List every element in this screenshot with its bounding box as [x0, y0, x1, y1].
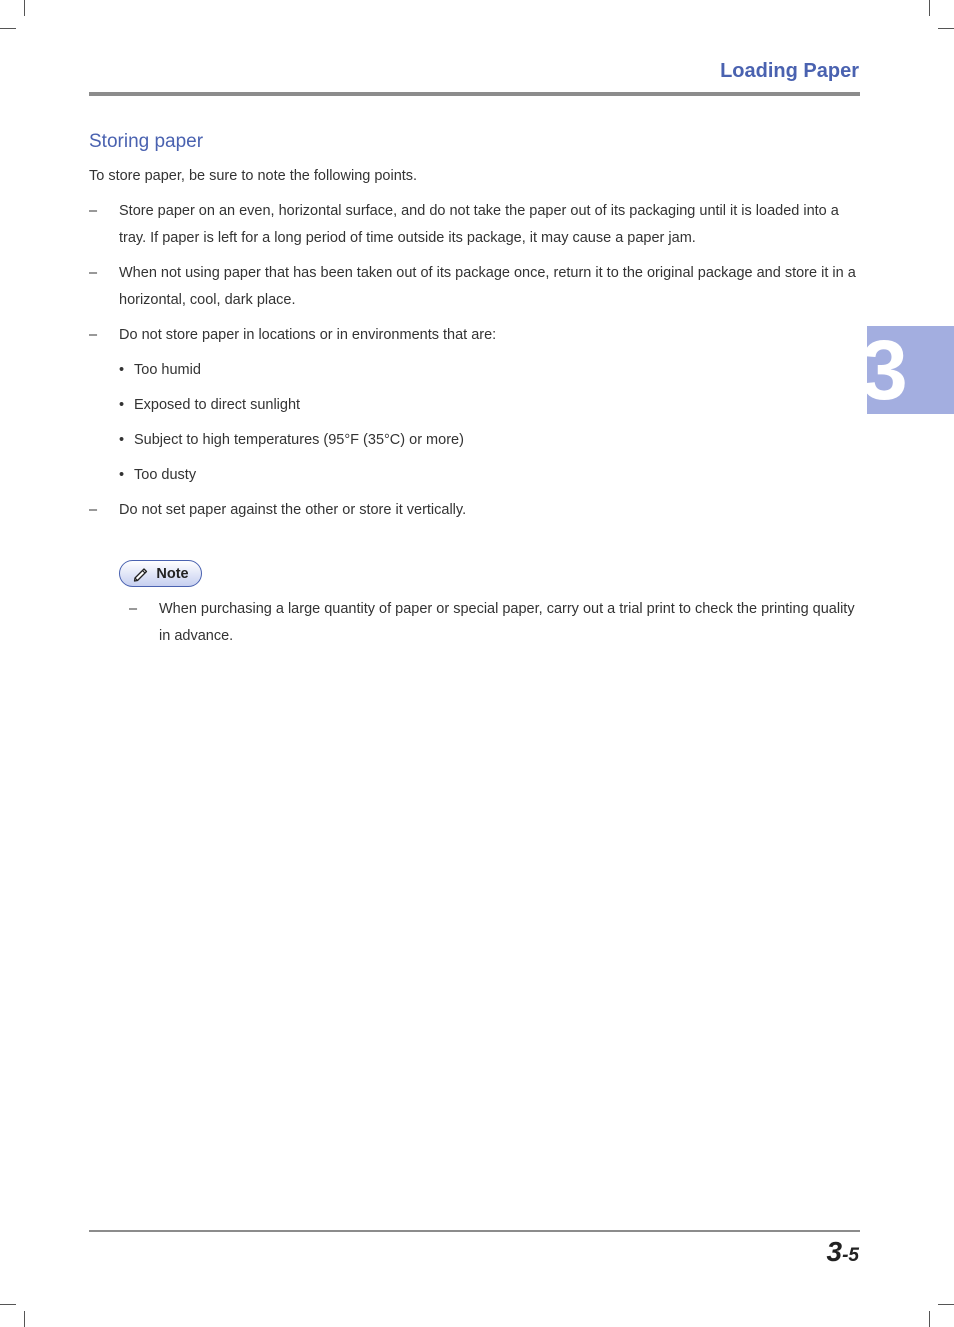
bullet-marker: • — [119, 467, 125, 483]
footer-rule — [89, 1230, 860, 1232]
crop-mark — [24, 0, 25, 16]
crop-mark — [938, 1304, 954, 1305]
dash-marker: – — [89, 265, 98, 281]
list-item-text: Store paper on an even, horizontal surface, and do not take the paper out of its packaging until it is loaded into a tray. If paper is left for a long period of time outside its package, it may cause a paper jam. — [119, 203, 839, 246]
sub-list-item-text: Too humid — [134, 362, 201, 378]
page-number-chapter: 3 — [826, 1236, 843, 1267]
dash-marker: – — [129, 601, 138, 617]
sub-list-item-text: Exposed to direct sunlight — [134, 397, 301, 413]
sub-list-item-text: Subject to high temperatures (95°F (35°C) or more) — [134, 432, 464, 448]
dash-marker: – — [89, 203, 98, 219]
list-item — [89, 497, 860, 524]
section-intro: To store paper, be sure to note the following points. — [89, 168, 418, 184]
dash-marker: – — [89, 327, 98, 343]
list-item-text: Do not set paper against the other or store it vertically. — [119, 502, 467, 518]
crop-mark — [24, 1311, 25, 1327]
dash-marker: – — [89, 502, 98, 518]
sub-list-item — [119, 392, 860, 419]
sub-list-item — [119, 427, 860, 454]
environment-list — [119, 357, 860, 489]
sub-list-item — [119, 357, 860, 384]
bullet-marker: • — [119, 362, 125, 378]
page-number — [827, 1236, 859, 1268]
note-badge — [119, 560, 202, 587]
list-item-text: When not using paper that has been taken out of its package once, return it to the original package and store it in a horizontal, cool, dark place. — [119, 265, 856, 308]
header-rule — [89, 92, 860, 96]
note-label: Note — [156, 565, 189, 582]
bullet-marker: • — [119, 432, 125, 448]
sub-list-item-text: Too dusty — [134, 467, 197, 483]
list-item — [89, 198, 860, 252]
bullet-marker: • — [119, 397, 125, 413]
storage-list — [89, 198, 860, 532]
pencil-icon — [132, 565, 150, 583]
chapter-tab — [861, 323, 954, 417]
header-title: Loading Paper — [720, 60, 859, 82]
section-title: Storing paper — [89, 131, 204, 152]
note-text: When purchasing a large quantity of paper or special paper, carry out a trial print to check the printing quality in advance. — [159, 601, 855, 644]
crop-mark — [0, 1304, 16, 1305]
crop-mark — [938, 28, 954, 29]
note-item — [129, 596, 860, 658]
list-item — [89, 322, 860, 489]
crop-mark — [0, 28, 16, 29]
chapter-tab-number: 3 — [861, 323, 908, 417]
list-item — [89, 260, 860, 314]
list-item — [129, 596, 860, 650]
list-item-text: Do not store paper in locations or in environments that are: — [119, 327, 497, 343]
sub-list-item — [119, 462, 860, 489]
crop-mark — [929, 0, 930, 16]
crop-mark — [929, 1311, 930, 1327]
page-number-sub: -5 — [842, 1245, 859, 1266]
